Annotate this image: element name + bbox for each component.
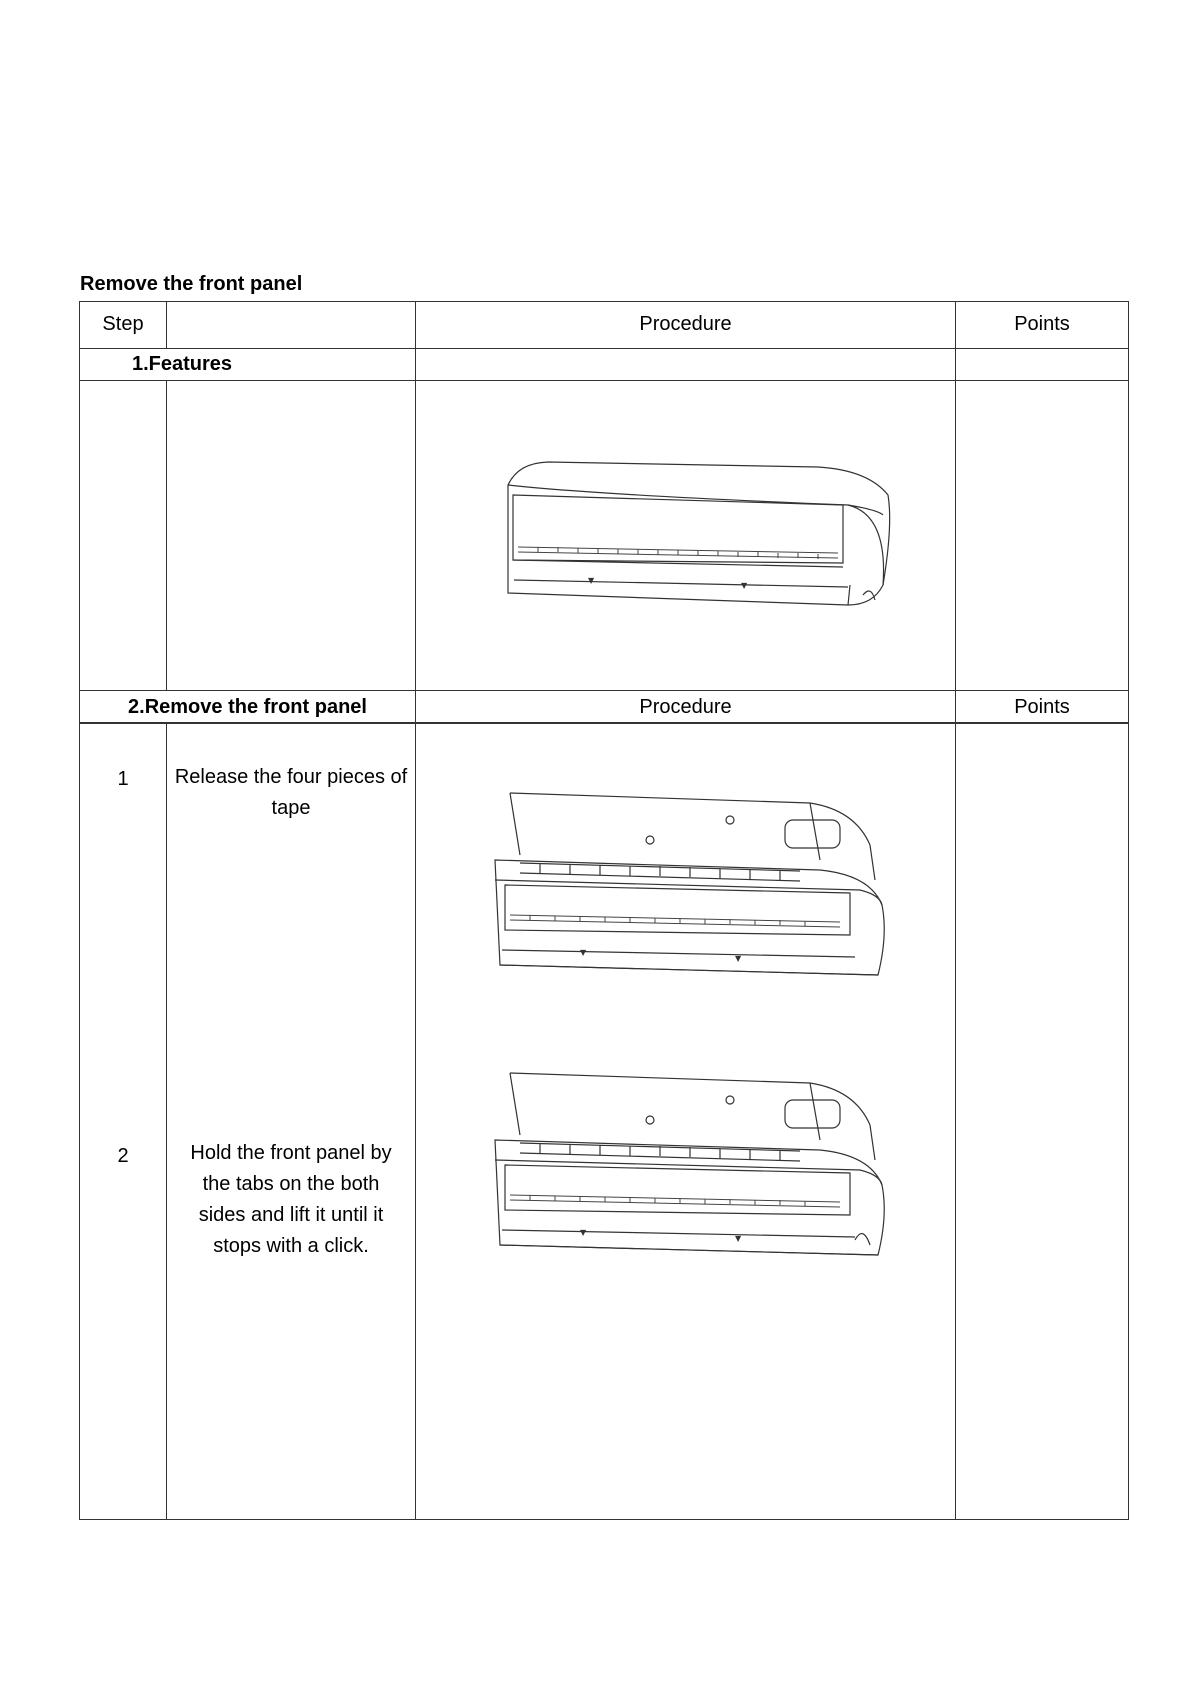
section-title: Remove the front panel [80,273,303,295]
header-points: Points [1014,313,1070,335]
front-panel-lifted-drawing [480,1065,900,1275]
header-procedure: Procedure [639,313,732,335]
svg-text:▼: ▼ [580,1228,587,1237]
step-1-number: 1 [117,768,129,790]
svg-text:▼: ▼ [580,948,587,957]
section1-title: 1.Features [132,353,233,375]
section2-title: 2.Remove the front panel [128,696,367,718]
step-1-text: Release the four pieces of tape [174,766,408,819]
svg-text:▼: ▼ [735,954,742,963]
svg-text:▼: ▼ [588,576,595,585]
step-2-text: Hold the front panel by the tabs on the both sides and lift it until it stops with a click. [190,1142,392,1257]
front-panel-closed-drawing [478,455,898,625]
header-step: Step [102,313,144,335]
front-panel-open-drawing [480,785,900,995]
section2-points: Points [1014,696,1070,718]
svg-text:▼: ▼ [735,1234,742,1243]
step-2-number: 2 [117,1145,129,1167]
svg-text:▼: ▼ [741,581,748,590]
section2-procedure: Procedure [639,696,732,718]
